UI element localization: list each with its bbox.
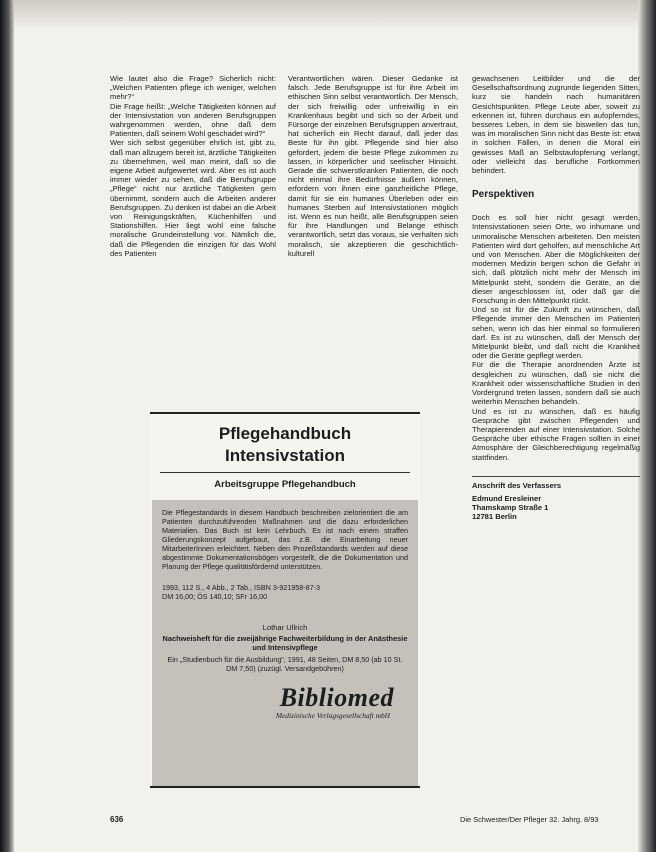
scan-edge-right: [638, 0, 656, 852]
text-column-1: [110, 74, 276, 374]
paragraph: Die Frage heißt: „Welche Tätigkeiten können auf der Intensivstation von anderen Berufsgruppen wahrgenommen werden, ohne daß dem Patienten, daß seinem Wohl geschadet wird?“: [110, 101, 276, 139]
ad-second-book-note: Ein „Studienbuch für die Ausbildung“, 1991, 48 Seiten, DM 8,50 (ab 10 St. DM 7,50) (zuzügl. Versandgebühren): [167, 655, 403, 673]
ad-title-line-2: Intensivstation: [225, 446, 345, 465]
paragraph: Wer sich selbst gegenüber ehrlich ist, gibt zu, daß man allzugern bereit ist, ärztliche Tätigkeiten zu übernehmen, weil man meint, daß so die eigene Arbeit aufgewertet wird. Aber es ist auch immer wieder zu sehen, daß die Berufsgruppe „Pflege“ nicht nur ärztliche Tätigkeiten gern übernimmt, sondern auch die Arbeiten anderer Berufsgruppen. Zu denken ist dabei an die Arbeit von Reinigungskräften, Küchenhilfen und Stationshilfen. Hier liegt wohl eine falsche moralische Grundeinstellung vor. Nämlich die, daß die Pflegenden die einzigen für das Wohl des Patienten: [110, 138, 276, 258]
page-number: 636: [110, 815, 124, 824]
ad-divider: [160, 472, 410, 473]
paragraph: Und es ist zu wünschen, daß es häufig Gespräche gibt zwischen Pflegenden und Therapierenden auf einer Intensivstation. Solche Gespräche über ethische Fragen sollten in einer Atmosphäre der Gleichberechtigung regelmäßig stattfinden.: [472, 406, 640, 462]
text-column-2: [288, 74, 458, 374]
ad-second-book-title: Nachweisheft für die zweijährige Fachweiterbildung in der Anästhesie und Intensivpflege: [162, 634, 408, 652]
paragraph: gewachsenen Leitbilder und die der Gesellschaftsordnung zugrunde liegenden Sitten, kurz sie handeln nach humanitären Gesichtspunkten. Pflege Leute aber, soweit zu erkennen ist, führen durchaus ein aufopferndes, besseres Leben, in dem sie bisweilen das tun, was im moralischen Sinn nicht das Beste ist: etwa in solchen Fällen, in denen die Moral ein gewisses Maß an Selbstaufopferung verlangt, oder vielleicht das berufliche Fortkommen behindert.: [472, 74, 640, 176]
ad-description: Die Pflegestandards in diesem Handbuch beschreiben zielorientiert die am Patienten durchzuführenden Maßnahmen und die dazu erforderlichen Materialien. Das Buch ist kein Lehrbuch. Es ist nach einem straffen Gliederungskonzept aufgebaut, das z.B. die Einarbeitung neuer MitarbeiterInnen erleichtert. Neben den Prozeßstandards werden auf diese abgestimmte Dokumentationsbögen vorgestellt, die die Dokumentation und Planung der Pflege qualitätsfördernd unterstützen.: [162, 508, 408, 571]
scan-edge-top: [0, 0, 656, 30]
ad-author-group: Arbeitsgruppe Pflegehandbuch: [214, 479, 356, 490]
paragraph: Doch es soll hier nicht gesagt werden, Intensivstationen seien Orte, wo inhumane und unmoralische Menschen arbeiteten. Den meisten Patienten wird dort geholfen, auf menschliche Art und von Menschen. Aber die Möglichkeiten der modernen Medizin bergen schon die Gefahr in sich, daß plötzlich nicht mehr der Mensch im Mittelpunkt steht, sondern die Geräte, an die dieser angeschlossen ist, oder daß gar die Forschung in den Mittelpunkt rückt.: [472, 213, 640, 306]
ad-title: Pflegehandbuch: [218, 424, 352, 443]
author-city: 12781 Berlin: [472, 512, 517, 522]
paragraph: Für die die Therapie anordnenden Ärzte ist desgleichen zu wünschen, daß sie nicht die Krankheit oder wissenschaftliche Studien in den Vordergrund treten lassen, sondern daß sie auch weiterhin Menschen behandeln.: [472, 360, 640, 407]
ad-info-box: [152, 500, 418, 786]
author-address: [472, 476, 640, 522]
scan-edge-left: [0, 0, 14, 852]
paragraph: Verantwortlichen wären. Dieser Gedanke ist falsch. Jede Berufsgruppe ist für ihre Arbeit im ethischen Sinn selbst verantwortlich. Der Mensch, der sich freiwillig oder unfreiwillig in ein Krankenhaus begibt und sich so der Arbeit und Fürsorge der einzelnen Berufsgruppen anvertraut, hat sicherlich ein Recht darauf, daß jeder das Beste für ihn gibt. Pflegende sind hier also gefordert, jedem die beste Pflege zukommen zu lassen, in körperlicher und seelischer Hinsicht. Gerade die schwerstkranken Patienten, die noch nicht einmal ihre Bedürfnisse äußern können, erfordern von ihnen eine ganzheitliche Pflege, damit für sie ein humanes Überleben oder ein humanes Sterben auf Intensivstationen möglich ist. Wenn es nun heißt, alle Berufsgruppen seien für ihre Handlungen und Belange ethisch verantwortlich, setzt das voraus, sie verhalten sich moralisch, sie akzeptieren die geschichtlich-kulturell: [288, 74, 458, 258]
paragraph: Wie lautet also die Frage? Sicherlich nicht: „Welchen Patienten pflege ich weniger, welchen mehr?“: [110, 74, 276, 102]
text-column-3: [472, 74, 640, 824]
publisher-name: Medizinische Verlagsgesellschaft mbH: [275, 711, 390, 720]
ad-second-book-author: Lothar Ullrich: [262, 623, 308, 632]
section-heading: Perspektiven: [472, 189, 535, 201]
author-street: Thamskamp Straße 1: [472, 503, 549, 513]
journal-reference: Die Schwester/Der Pfleger 32. Jahrg. 8/93: [460, 815, 599, 824]
ad-price: DM 16,00; ÖS 140,10; SFr 16,00: [162, 592, 268, 601]
paragraph: Und so ist für die Zukunft zu wünschen, daß Pflegende immer den Menschen im Patienten sehen, wenn ich das hier einmal so formulieren darf. Es ist zu wünschen, daß der Mensch der Mittelpunkt bleibt, und daß nicht die Krankheit oder die Geräte gepflegt werden.: [472, 305, 640, 361]
book-advertisement: [150, 412, 420, 788]
bibliomed-logo: Bibliomed: [279, 683, 394, 712]
author-address-title: Anschrift des Verfassers: [472, 480, 562, 490]
author-name: Edmund Eresleiner: [472, 493, 542, 503]
ad-publication-details: 1993, 112 S., 4 Abb., 2 Tab., ISBN 3-921958-87-3: [162, 583, 320, 592]
